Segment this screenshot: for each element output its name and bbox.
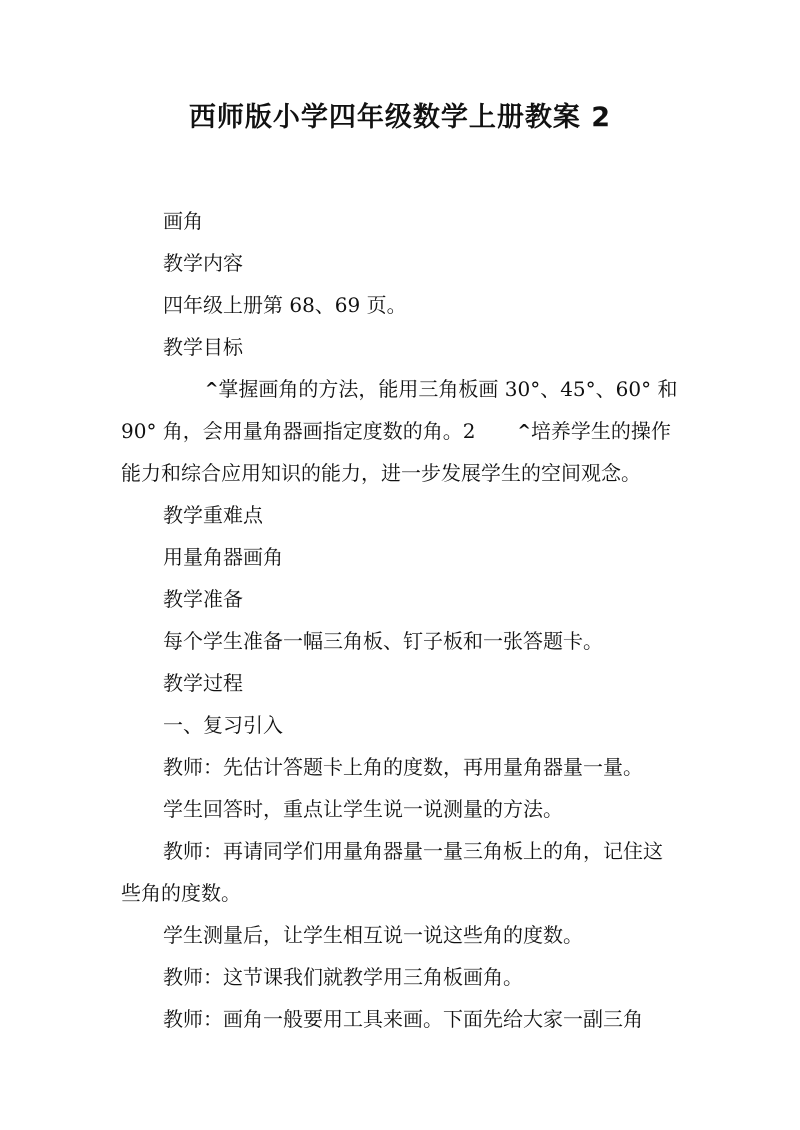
objectives-paragraph [121,368,684,494]
paragraph: 教师：这节课我们就教学用三角板画角。 [163,965,523,989]
paragraph: 教师：画角一般要用工具来画。下面先给大家一副三角 [163,1007,643,1031]
paragraph: 学生测量后，让学生相互说一说这些角的度数。 [163,923,583,947]
section-heading: 教学准备 [163,587,243,611]
objective-text-1: 掌握画角的方法，能用三角板画 30°、45°、60° 和 90° 角，会用量角器画指定度数的角。2 [121,377,684,443]
caret-marker-icon: ^ [517,421,531,440]
paragraph: 教师：先估计答题卡上角的度数，再用量角器量一量。 [163,755,643,779]
paragraph: 四年级上册第 68、69 页。 [163,293,407,317]
objective-text-2: 培养学生的操作能力和综合应用知识的能力，进一步发展学生的空间观念。 [121,419,671,485]
paragraph: 每个学生准备一幅三角板、钉子板和一张答题卡。 [163,629,603,653]
paragraph: 用量角器画角 [163,545,283,569]
document-title: 西师版小学四年级数学上册教案 2 [188,102,612,133]
section-heading: 教学重难点 [163,503,263,527]
subsection-heading: 一、复习引入 [163,713,283,737]
document-body [121,200,684,1040]
caret-marker-icon: ^ [205,379,219,398]
paragraph: 教师：再请同学们用量角器量一量三角板上的角，记住这些角的度数。 [121,839,663,905]
paragraph: 学生回答时，重点让学生说一说测量的方法。 [163,797,563,821]
paragraph: 画角 [163,209,203,233]
section-heading: 教学目标 [163,335,243,359]
section-heading: 教学过程 [163,671,243,695]
section-heading: 教学内容 [163,251,243,275]
